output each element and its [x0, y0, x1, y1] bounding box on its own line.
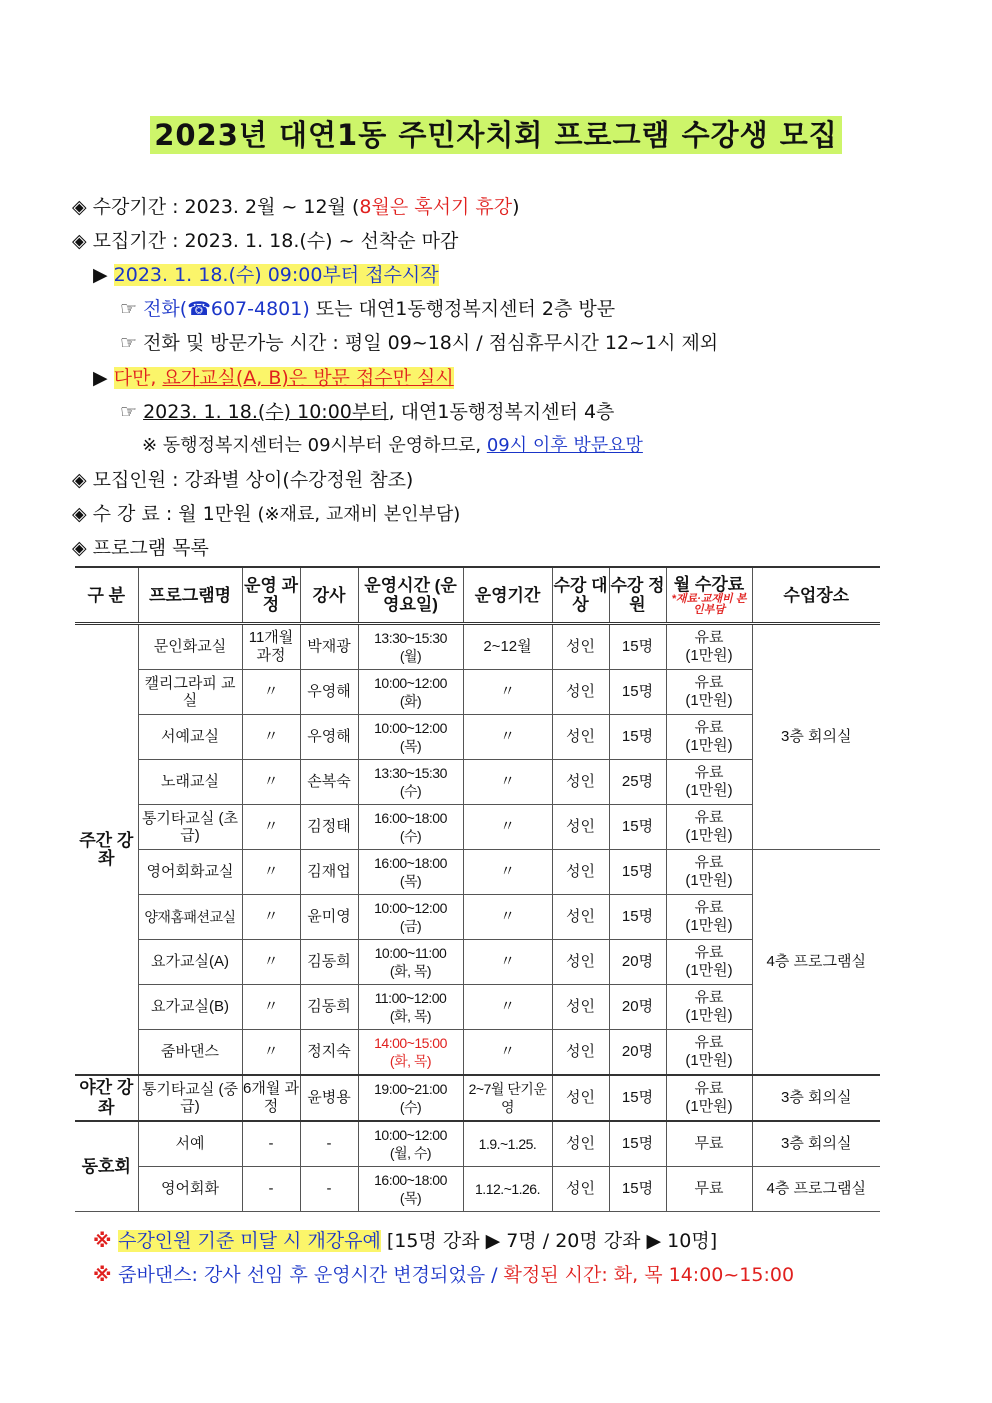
page-title: 2023년 대연1동 주민자치회 프로그램 수강생 모집 [0, 113, 992, 154]
table-row [75, 624, 880, 670]
program-duration: 1.9.~1.25. [463, 1121, 552, 1167]
yoga-time-line: ☞ 2023. 1. 18.(수) 10:00부터, 대연1동행정복지센터 4층 [120, 401, 615, 423]
program-time: 11:00~12:00 (화, 목) [358, 985, 463, 1030]
program-capacity: 15명 [609, 1167, 666, 1212]
program-capacity: 15명 [609, 1121, 666, 1167]
program-duration: 2~7월 단기운영 [463, 1075, 552, 1121]
program-target: 성인 [552, 1121, 609, 1167]
program-teacher: - [300, 1121, 358, 1167]
program-target: 성인 [552, 1030, 609, 1076]
program-course: - [242, 1121, 300, 1167]
program-name: 서예 [138, 1121, 242, 1167]
program-course: 〃 [242, 670, 300, 715]
program-course: 11개월 과정 [242, 624, 300, 670]
program-teacher: 박재광 [300, 624, 358, 670]
program-fee: 유료 (1만원) [666, 1030, 752, 1076]
program-target: 성인 [552, 850, 609, 895]
program-table [75, 566, 880, 1212]
program-name: 캘리그라피 교실 [138, 670, 242, 715]
fee-line: ◈ 수 강 료 : 월 1만원 (※재료, 교재비 본인부담) [72, 503, 461, 525]
program-name: 줌바댄스 [138, 1030, 242, 1076]
program-capacity: 15명 [609, 895, 666, 940]
place-4f: 4층 프로그램실 [752, 850, 880, 1076]
program-capacity: 15명 [609, 1075, 666, 1121]
note-minimum: ※ 수강인원 기준 미달 시 개강유예 [15명 강좌 ▶ 7명 / 20명 강좌 ▶ 10명] [93, 1230, 718, 1252]
program-capacity: 20명 [609, 940, 666, 985]
program-time: 16:00~18:00 (목) [358, 850, 463, 895]
program-time: 16:00~18:00 (목) [358, 1167, 463, 1212]
table-row [75, 850, 880, 895]
program-course: 〃 [242, 850, 300, 895]
program-course: 〃 [242, 985, 300, 1030]
program-teacher: 김동희 [300, 940, 358, 985]
program-course: 〃 [242, 940, 300, 985]
program-name: 노래교실 [138, 760, 242, 805]
program-duration: 〃 [463, 805, 552, 850]
period-line: ◈ 수강기간 : 2023. 2월 ~ 12월 (8월은 혹서기 휴강) [72, 196, 520, 218]
program-time: 10:00~12:00 (금) [358, 895, 463, 940]
program-fee: 유료 (1만원) [666, 670, 752, 715]
header-course: 운영 과정 [242, 567, 300, 624]
program-capacity: 15명 [609, 670, 666, 715]
header-name: 프로그램명 [138, 567, 242, 624]
program-fee: 유료 (1만원) [666, 895, 752, 940]
program-fee: 유료 (1만원) [666, 850, 752, 895]
program-duration: 〃 [463, 670, 552, 715]
program-target: 성인 [552, 1075, 609, 1121]
program-fee: 유료 (1만원) [666, 985, 752, 1030]
list-line: ◈ 프로그램 목록 [72, 537, 209, 559]
program-course: 〃 [242, 1030, 300, 1076]
program-fee: 무료 [666, 1121, 752, 1167]
place-3f-night: 3층 회의실 [752, 1075, 880, 1121]
program-capacity: 15명 [609, 850, 666, 895]
program-time: 13:30~15:30 (월) [358, 624, 463, 670]
program-teacher: 김재업 [300, 850, 358, 895]
capacity-line: ◈ 모집인원 : 강좌별 상이(수강정원 참조) [72, 469, 414, 491]
program-time: 13:30~15:30 (수) [358, 760, 463, 805]
header-duration: 운영기간 [463, 567, 552, 624]
program-target: 성인 [552, 1167, 609, 1212]
note-zumba: ※ 줌바댄스: 강사 선임 후 운영시간 변경되었음 / 확정된 시간: 화, 목 14:00~15:00 [93, 1264, 795, 1286]
table-row [75, 1075, 880, 1121]
program-target: 성인 [552, 624, 609, 670]
program-capacity: 15명 [609, 624, 666, 670]
program-time: 10:00~11:00 (화, 목) [358, 940, 463, 985]
program-teacher: 우영해 [300, 670, 358, 715]
header-category: 구 분 [75, 567, 138, 624]
program-fee: 유료 (1만원) [666, 760, 752, 805]
program-duration: 〃 [463, 1030, 552, 1076]
category-night: 야간 강좌 [75, 1075, 138, 1121]
program-name: 서예교실 [138, 715, 242, 760]
program-duration: 〃 [463, 985, 552, 1030]
start-line: ▶ 2023. 1. 18.(수) 09:00부터 접수시작 [93, 264, 439, 286]
program-duration: 〃 [463, 715, 552, 760]
program-course: 6개월 과정 [242, 1075, 300, 1121]
program-fee: 무료 [666, 1167, 752, 1212]
header-time: 운영시간 (운영요일) [358, 567, 463, 624]
place-3f-club: 3층 회의실 [752, 1121, 880, 1167]
program-target: 성인 [552, 670, 609, 715]
program-capacity: 25명 [609, 760, 666, 805]
program-capacity: 15명 [609, 805, 666, 850]
program-name: 영어회화 [138, 1167, 242, 1212]
header-capacity: 수강 정원 [609, 567, 666, 624]
program-fee: 유료 (1만원) [666, 624, 752, 670]
category-club: 동호회 [75, 1121, 138, 1212]
program-time: 14:00~15:00 (화, 목) [358, 1030, 463, 1076]
program-fee: 유료 (1만원) [666, 1075, 752, 1121]
program-teacher: 김정태 [300, 805, 358, 850]
program-name: 요가교실(B) [138, 985, 242, 1030]
table-row [75, 1167, 880, 1212]
program-time: 19:00~21:00 (수) [358, 1075, 463, 1121]
header-teacher: 강사 [300, 567, 358, 624]
program-time: 10:00~12:00 (목) [358, 715, 463, 760]
program-time: 16:00~18:00 (수) [358, 805, 463, 850]
program-teacher: 우영해 [300, 715, 358, 760]
program-target: 성인 [552, 805, 609, 850]
program-course: 〃 [242, 805, 300, 850]
program-capacity: 20명 [609, 1030, 666, 1076]
fee-note: *재료·교재비 본인부담 [671, 592, 747, 616]
program-name: 양재홈패션교실 [138, 895, 242, 940]
header-target: 수강 대상 [552, 567, 609, 624]
yoga-line: ▶ 다만, 요가교실(A, B)은 방문 접수만 실시 [93, 367, 454, 389]
program-name: 통기타교실 (초급) [138, 805, 242, 850]
program-fee: 유료 (1만원) [666, 940, 752, 985]
program-name: 영어회화교실 [138, 850, 242, 895]
program-time: 10:00~12:00 (월, 수) [358, 1121, 463, 1167]
program-target: 성인 [552, 985, 609, 1030]
table-row [75, 1121, 880, 1167]
program-teacher: 정지숙 [300, 1030, 358, 1076]
program-target: 성인 [552, 940, 609, 985]
hours-line: ☞ 전화 및 방문가능 시간 : 평일 09~18시 / 점심휴무시간 12~1시 제외 [120, 332, 719, 354]
program-course: 〃 [242, 715, 300, 760]
program-course: 〃 [242, 760, 300, 805]
header-place: 수업장소 [752, 567, 880, 624]
program-name: 요가교실(A) [138, 940, 242, 985]
program-duration: 〃 [463, 850, 552, 895]
program-name: 통기타교실 (중급) [138, 1075, 242, 1121]
program-duration: 〃 [463, 940, 552, 985]
program-name: 문인화교실 [138, 624, 242, 670]
program-teacher: 손복숙 [300, 760, 358, 805]
category-weekday: 주간 강좌 [75, 624, 138, 1076]
table-header-row [75, 567, 880, 624]
program-duration: 1.12.~1.26. [463, 1167, 552, 1212]
program-teacher: 김동희 [300, 985, 358, 1030]
phone-line: ☞ 전화(☎607-4801) 또는 대연1동행정복지센터 2층 방문 [120, 298, 616, 320]
program-course: - [242, 1167, 300, 1212]
program-teacher: 윤미영 [300, 895, 358, 940]
header-fee: 월 수강료 *재료·교재비 본인부담 [666, 567, 752, 624]
program-duration: 〃 [463, 760, 552, 805]
recruit-line: ◈ 모집기간 : 2023. 1. 18.(수) ~ 선착순 마감 [72, 230, 459, 252]
program-capacity: 20명 [609, 985, 666, 1030]
program-target: 성인 [552, 715, 609, 760]
program-fee: 유료 (1만원) [666, 805, 752, 850]
program-course: 〃 [242, 895, 300, 940]
program-teacher: 윤병용 [300, 1075, 358, 1121]
program-fee: 유료 (1만원) [666, 715, 752, 760]
program-target: 성인 [552, 760, 609, 805]
program-capacity: 15명 [609, 715, 666, 760]
program-duration: 2~12월 [463, 624, 552, 670]
program-teacher: - [300, 1167, 358, 1212]
program-duration: 〃 [463, 895, 552, 940]
place-3f: 3층 회의실 [752, 624, 880, 850]
program-time: 10:00~12:00 (화) [358, 670, 463, 715]
program-target: 성인 [552, 895, 609, 940]
place-4f-club: 4층 프로그램실 [752, 1167, 880, 1212]
visit-note-line: ※ 동행정복지센터는 09시부터 운영하므로, 09시 이후 방문요망 [142, 435, 643, 456]
